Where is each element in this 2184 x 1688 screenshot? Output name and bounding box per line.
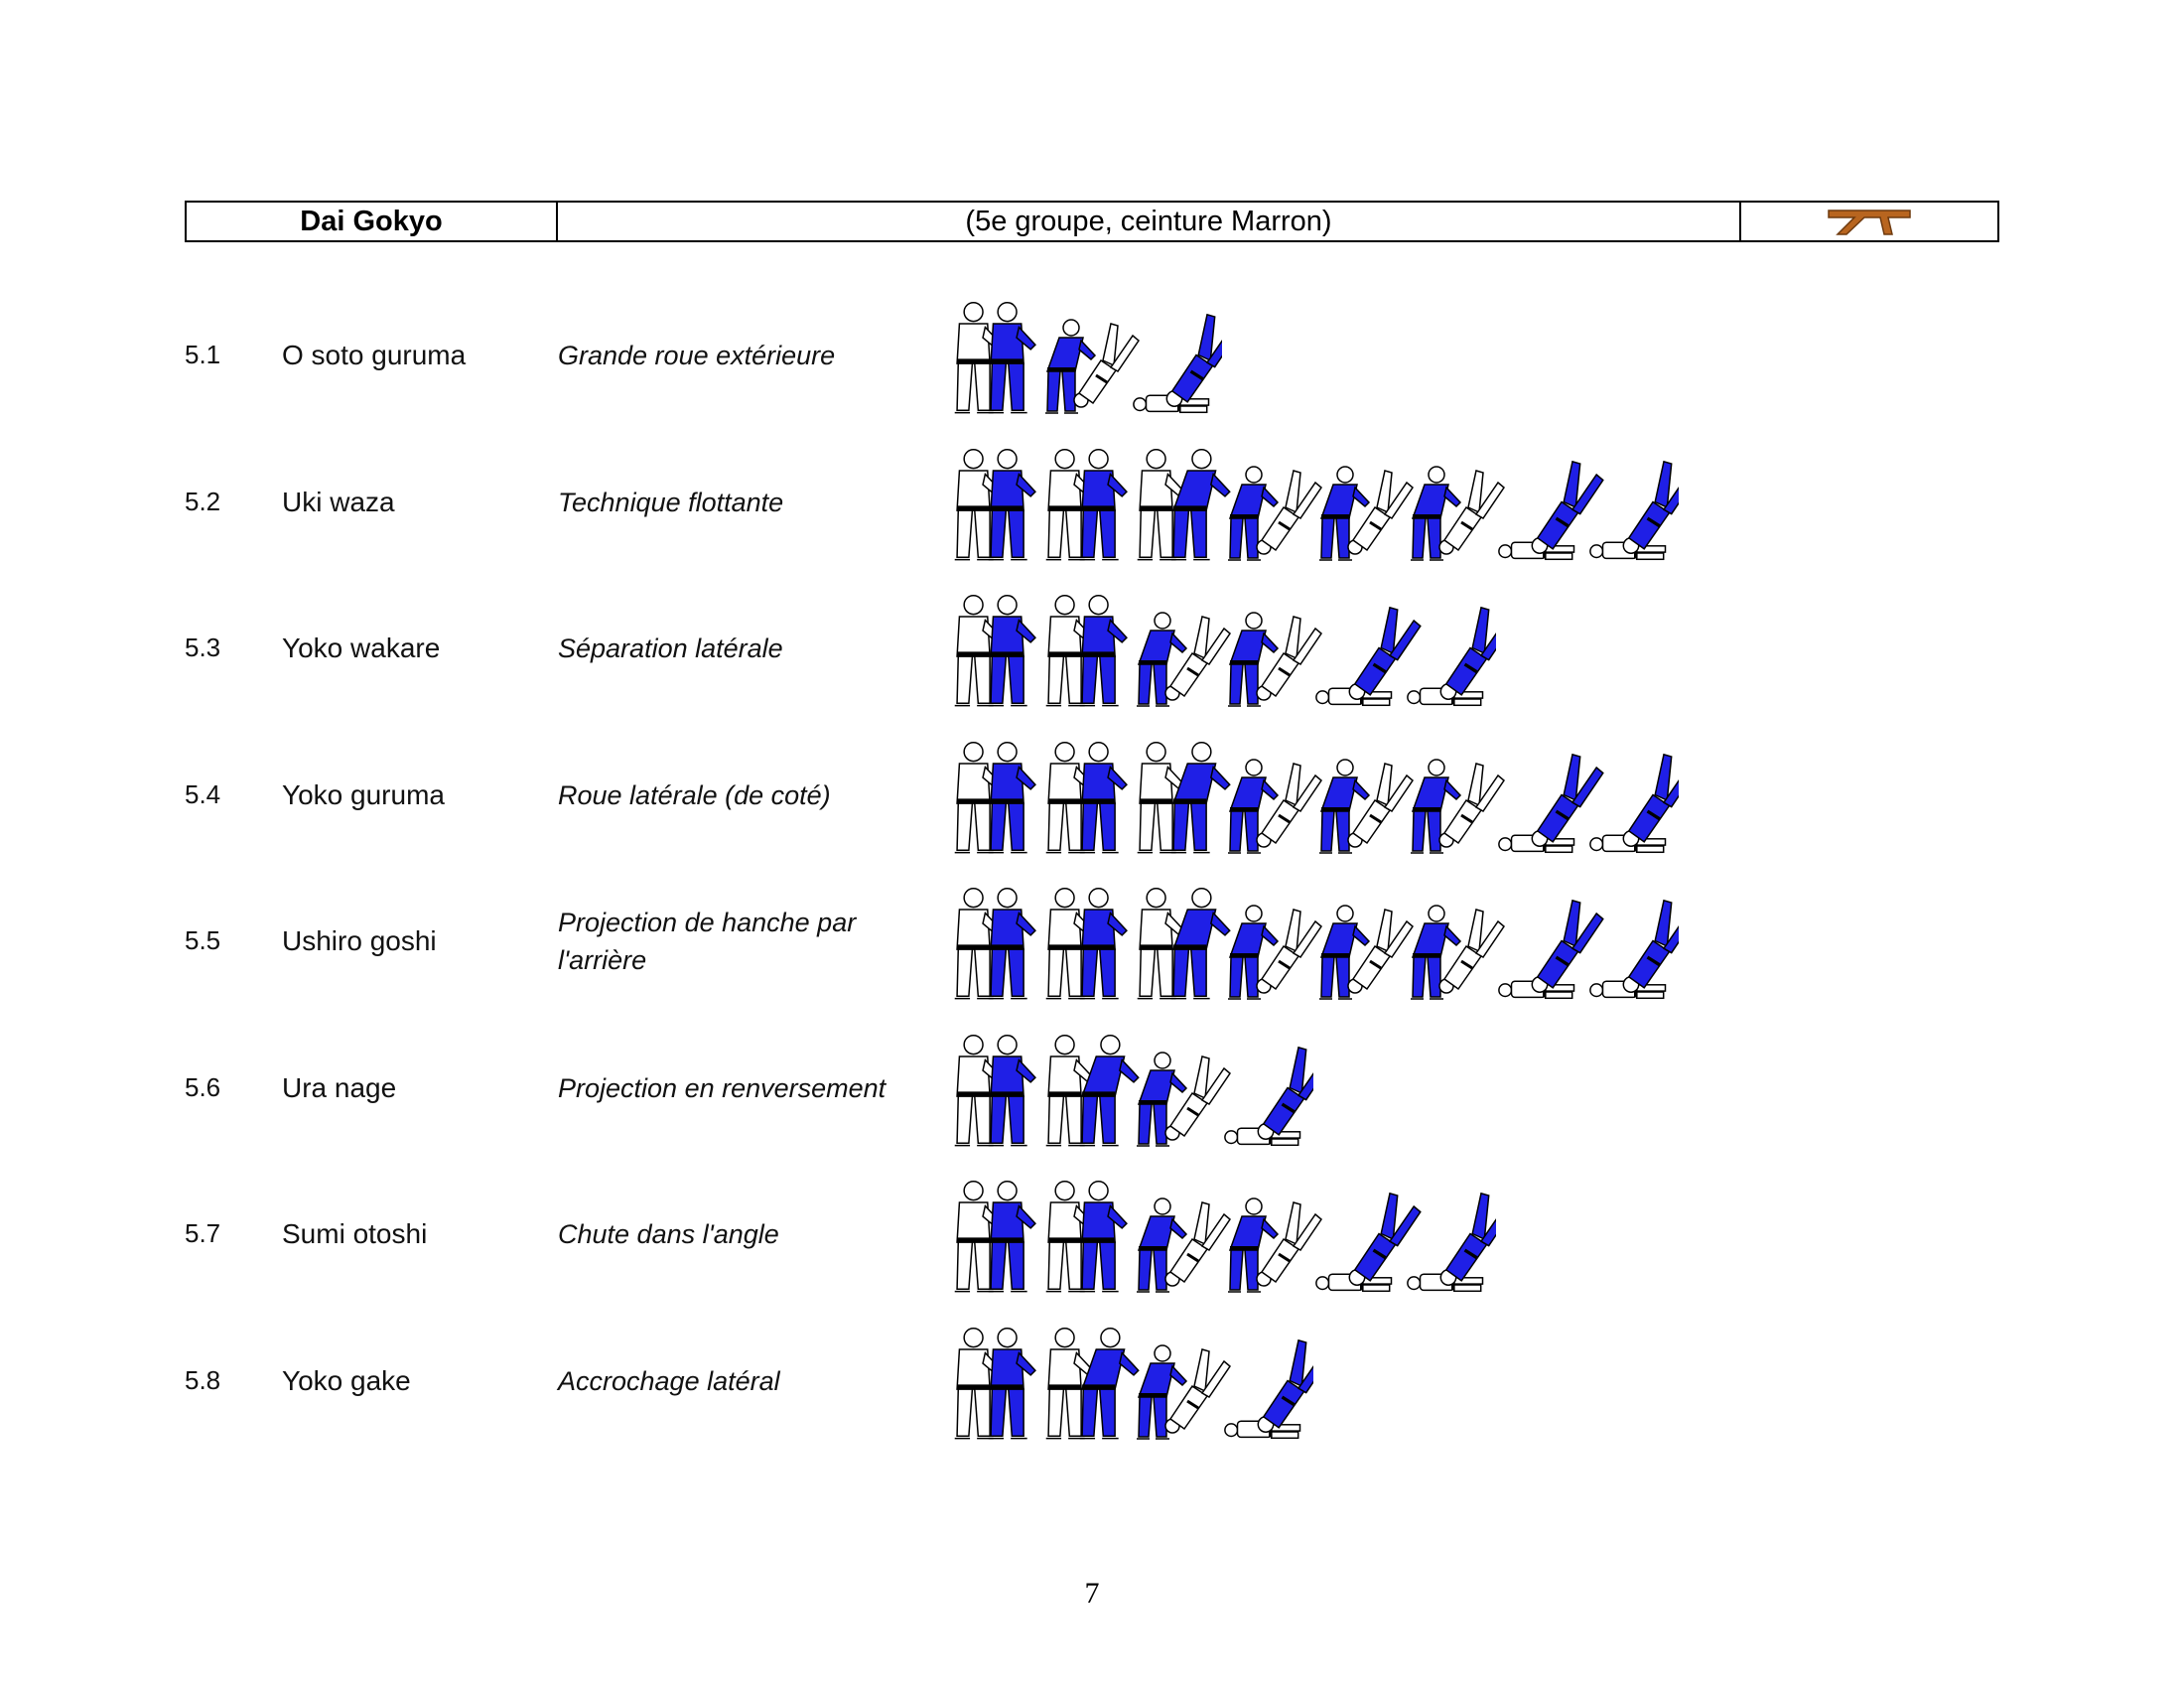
yoko-gake-sequence-illustration — [948, 1318, 1313, 1447]
technique-number: 5.2 — [185, 487, 221, 516]
technique-name: Yoko wakare — [282, 633, 441, 663]
judoka-pair-figure — [1319, 906, 1413, 999]
technique-row — [0, 290, 2184, 429]
judoka-pair-figure — [1319, 760, 1413, 853]
brown-belt-icon — [1827, 205, 1912, 238]
judoka-pair-figure — [1319, 467, 1413, 560]
yoko-guruma-sequence-illustration — [948, 732, 1679, 861]
technique-name: O soto guruma — [282, 340, 467, 370]
judoka-pair-figure — [955, 1329, 1035, 1439]
technique-name: Ura nage — [282, 1072, 397, 1103]
judoka-pair-figure — [1046, 596, 1127, 706]
page-number: 7 — [1084, 1577, 1100, 1610]
judoka-pair-figure — [1138, 743, 1230, 853]
technique-number: 5.4 — [185, 779, 221, 809]
judoka-pair-figure — [1228, 906, 1321, 999]
technique-translation: Chute dans l'angle — [558, 1219, 779, 1249]
judoka-pair-figure — [1225, 1048, 1313, 1146]
technique-translation: Roue latérale (de coté) — [558, 780, 831, 810]
ushiro-goshi-sequence-illustration — [948, 878, 1679, 1007]
judoka-pair-figure — [955, 743, 1035, 853]
group-name-cell — [187, 203, 558, 240]
judoka-pair-figure — [1408, 608, 1496, 706]
judoka-pair-figure — [955, 889, 1035, 999]
judoka-pair-figure — [1499, 755, 1603, 853]
judoka-pair-figure — [1046, 1036, 1139, 1146]
judoka-pair-figure — [1225, 1340, 1313, 1439]
technique-name: Sumi otoshi — [282, 1218, 428, 1249]
technique-translation: Séparation latérale — [558, 633, 783, 663]
technique-name: Uki waza — [282, 487, 395, 517]
judoka-pair-figure — [1411, 760, 1504, 853]
judoka-pair-figure — [955, 1036, 1035, 1146]
judoka-pair-figure — [955, 450, 1035, 560]
judoka-pair-figure — [955, 1182, 1035, 1292]
judoka-pair-figure — [1137, 1053, 1230, 1146]
judoka-pair-figure — [1228, 613, 1321, 706]
sumi-otoshi-sequence-illustration — [948, 1171, 1496, 1300]
judoka-pair-figure — [1590, 755, 1679, 853]
technique-number: 5.1 — [185, 340, 221, 369]
group-name: Dai Gokyo — [300, 205, 443, 237]
technique-name: Yoko gake — [282, 1365, 411, 1396]
uki-waza-sequence-illustration — [948, 439, 1679, 568]
technique-translation: Accrochage latéral — [558, 1366, 780, 1396]
ura-nage-sequence-illustration — [948, 1025, 1313, 1154]
judoka-pair-figure — [1046, 1182, 1127, 1292]
judoka-pair-figure — [1316, 608, 1421, 706]
judoka-pair-figure — [1138, 889, 1230, 999]
judoka-pair-figure — [1046, 889, 1127, 999]
judoka-pair-figure — [1411, 467, 1504, 560]
technique-translation: Projection de hanche par l'arrière — [558, 908, 857, 975]
judoka-pair-figure — [1228, 760, 1321, 853]
judoka-pair-figure — [1137, 613, 1230, 706]
technique-number: 5.7 — [185, 1218, 221, 1248]
technique-row — [0, 1023, 2184, 1162]
judoka-pair-figure — [1408, 1194, 1496, 1292]
technique-row — [0, 437, 2184, 576]
technique-number: 5.5 — [185, 925, 221, 955]
technique-translation: Technique flottante — [558, 488, 784, 517]
judoka-pair-figure — [1228, 467, 1321, 560]
judoka-pair-figure — [1045, 320, 1139, 413]
technique-number: 5.6 — [185, 1072, 221, 1102]
technique-row — [0, 1316, 2184, 1455]
group-description-cell — [558, 203, 1741, 240]
technique-translation: Projection en renversement — [558, 1073, 887, 1103]
belt-cell — [1741, 203, 1997, 240]
technique-number: 5.3 — [185, 633, 221, 662]
yoko-wakare-sequence-illustration — [948, 585, 1496, 714]
judoka-pair-figure — [1046, 450, 1127, 560]
judoka-pair-figure — [1228, 1198, 1321, 1292]
judoka-pair-figure — [955, 303, 1035, 413]
technique-translation: Grande roue extérieure — [558, 341, 836, 370]
technique-row — [0, 876, 2184, 1015]
judoka-pair-figure — [1590, 462, 1679, 560]
judoka-pair-figure — [1411, 906, 1504, 999]
judoka-pair-figure — [1499, 462, 1603, 560]
judoka-pair-figure — [1316, 1194, 1421, 1292]
judoka-pair-figure — [955, 596, 1035, 706]
group-description: (5e groupe, ceinture Marron) — [965, 205, 1332, 237]
judoka-pair-figure — [1499, 901, 1603, 999]
technique-name: Yoko guruma — [282, 779, 445, 810]
technique-row — [0, 583, 2184, 722]
judoka-pair-figure — [1138, 450, 1230, 560]
judoka-pair-figure — [1137, 1198, 1230, 1292]
technique-name: Ushiro goshi — [282, 925, 437, 956]
judoka-pair-figure — [1046, 1329, 1139, 1439]
group-header-table — [185, 201, 1999, 242]
judoka-pair-figure — [1134, 315, 1222, 413]
technique-row — [0, 1169, 2184, 1308]
technique-row — [0, 730, 2184, 869]
o-soto-guruma-sequence-illustration — [948, 292, 1222, 421]
technique-number: 5.8 — [185, 1365, 221, 1395]
judoka-pair-figure — [1590, 901, 1679, 999]
judoka-pair-figure — [1137, 1345, 1230, 1439]
judoka-pair-figure — [1046, 743, 1127, 853]
